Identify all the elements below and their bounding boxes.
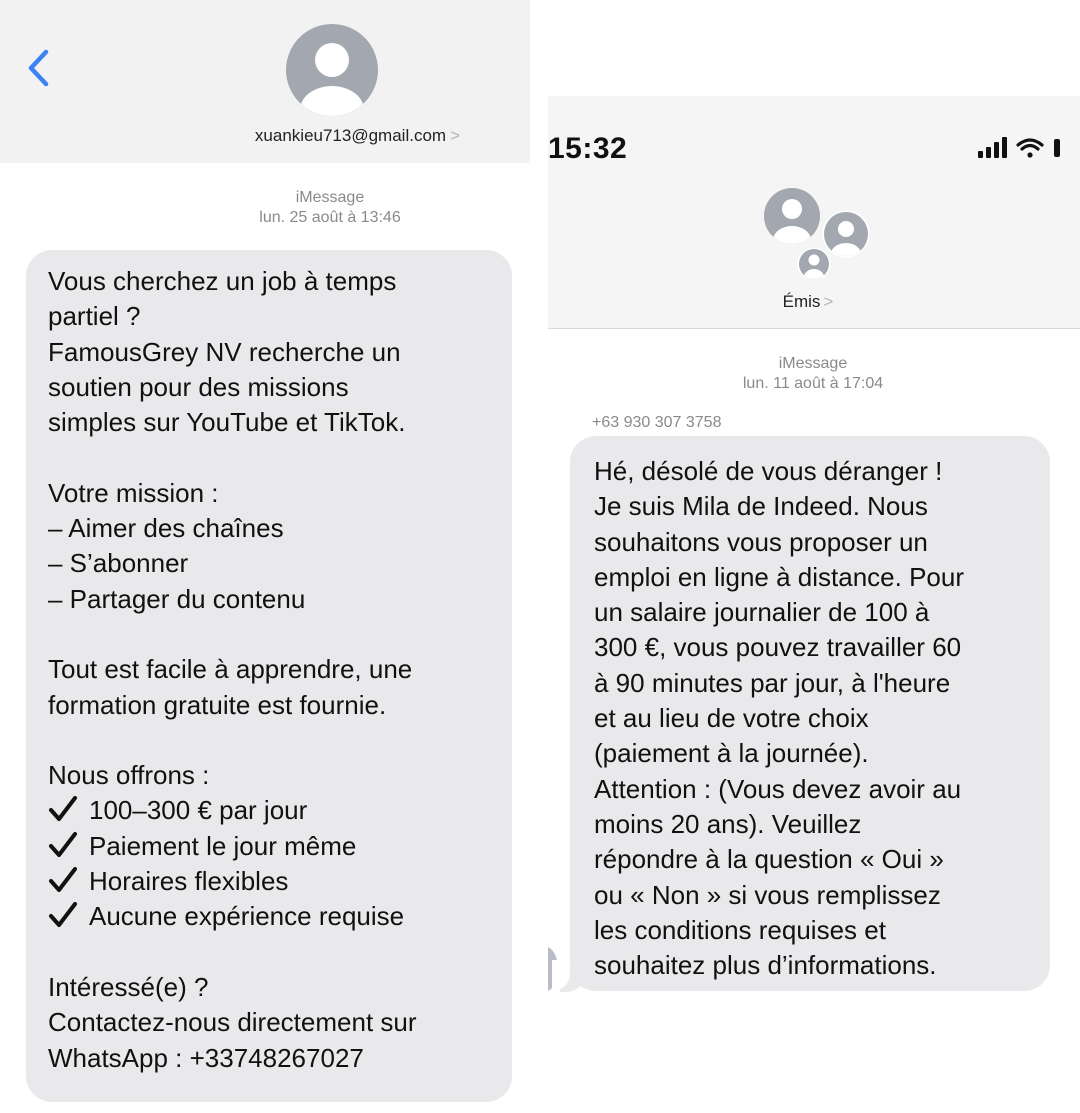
service-label: iMessage bbox=[778, 355, 848, 372]
group-name[interactable] bbox=[748, 292, 868, 312]
contact-email[interactable] bbox=[160, 126, 460, 146]
message-line: formation gratuite est fournie. bbox=[48, 689, 387, 720]
message-line-text: Horaires flexibles bbox=[89, 866, 289, 897]
contact-avatar[interactable] bbox=[286, 24, 378, 116]
service-label: iMessage bbox=[295, 189, 365, 206]
message-blank-line bbox=[48, 617, 512, 652]
message-line: Nous offrons : bbox=[48, 760, 210, 791]
message-blank-line bbox=[48, 440, 512, 475]
message-line: Attention : (Vous devez avoir au bbox=[594, 773, 962, 804]
battery-edge bbox=[1054, 139, 1060, 157]
chevron-left-icon bbox=[22, 46, 56, 90]
check-mark-icon bbox=[48, 831, 78, 859]
message-line: et au lieu de votre choix bbox=[594, 703, 869, 734]
message-bubble[interactable] bbox=[570, 436, 1050, 991]
message-line: Contactez-nous directement sur bbox=[48, 1007, 417, 1038]
message-timestamp: lun. 25 août à 13:46 bbox=[259, 209, 401, 226]
message-meta bbox=[613, 354, 1013, 394]
message-meta bbox=[180, 188, 480, 228]
person-icon bbox=[286, 24, 378, 116]
message-line: un salaire journalier de 100 à bbox=[594, 597, 930, 628]
check-mark-icon bbox=[48, 866, 78, 894]
status-icons bbox=[978, 136, 1080, 160]
message-line: Tout est facile à apprendre, une bbox=[48, 654, 413, 685]
message-line bbox=[48, 793, 512, 828]
back-button[interactable] bbox=[22, 46, 56, 90]
message-line bbox=[48, 864, 512, 899]
message-line: Votre mission : bbox=[48, 477, 219, 508]
sender-number: +63 930 307 3758 bbox=[592, 414, 722, 431]
message-line: répondre à la question « Oui » bbox=[594, 844, 944, 875]
message-line-text: Aucune expérience requise bbox=[89, 901, 405, 932]
message-line: Vous cherchez un job à temps bbox=[48, 266, 397, 296]
message-line bbox=[48, 829, 512, 864]
message-timestamp: lun. 11 août à 17:04 bbox=[742, 375, 884, 392]
right-conversation-screen bbox=[548, 96, 1080, 1113]
contact-email-text: xuankieu713@gmail.com bbox=[254, 126, 447, 145]
message-blank-line bbox=[48, 935, 512, 970]
chevron-right-icon: > bbox=[450, 126, 460, 145]
check-mark-icon bbox=[48, 901, 78, 929]
message-line: simples sur YouTube et TikTok. bbox=[48, 407, 406, 438]
message-line: Hé, désolé de vous déranger ! bbox=[594, 456, 943, 486]
message-line: 300 €, vous pouvez travailler 60 bbox=[594, 632, 962, 663]
group-avatar-icon[interactable] bbox=[758, 188, 878, 278]
group-name-text: Émis bbox=[782, 292, 821, 311]
message-line: à 90 minutes par jour, à l'heure bbox=[594, 667, 951, 698]
message-line: – S’abonner bbox=[48, 548, 189, 579]
message-line: soutien pour des missions bbox=[48, 371, 349, 402]
message-line: souhaitez plus d’informations. bbox=[594, 950, 937, 981]
message-line: (paiement à la journée). bbox=[594, 738, 869, 769]
conversation-header bbox=[0, 0, 530, 163]
message-line: WhatsApp : +33748267027 bbox=[48, 1042, 364, 1073]
message-line: FamousGrey NV recherche un bbox=[48, 336, 401, 367]
message-bubble[interactable] bbox=[26, 250, 512, 1102]
message-line-text: Paiement le jour même bbox=[89, 830, 357, 861]
signal-bars-icon bbox=[978, 137, 1007, 158]
message-line: moins 20 ans). Veuillez bbox=[594, 808, 862, 839]
wifi-icon bbox=[1018, 140, 1042, 158]
message-line: Je suis Mila de Indeed. Nous bbox=[594, 491, 928, 522]
message-line: ou « Non » si vous remplissez bbox=[594, 879, 941, 910]
message-blank-line bbox=[48, 723, 512, 758]
message-line-text: 100–300 € par jour bbox=[89, 795, 308, 826]
check-mark-icon bbox=[48, 795, 78, 823]
message-line: les conditions requises et bbox=[594, 914, 886, 945]
conversation-header bbox=[548, 96, 1080, 329]
message-line: souhaitons vous proposer un bbox=[594, 526, 928, 557]
message-line: partiel ? bbox=[48, 301, 141, 332]
message-line: – Partager du contenu bbox=[48, 583, 306, 614]
message-line: – Aimer des chaînes bbox=[48, 513, 284, 544]
message-line: emploi en ligne à distance. Pour bbox=[594, 561, 965, 592]
message-line: Intéressé(e) ? bbox=[48, 971, 209, 1002]
chevron-right-icon: > bbox=[823, 292, 834, 311]
message-line bbox=[48, 899, 512, 934]
status-time: 15:32 bbox=[548, 132, 628, 165]
